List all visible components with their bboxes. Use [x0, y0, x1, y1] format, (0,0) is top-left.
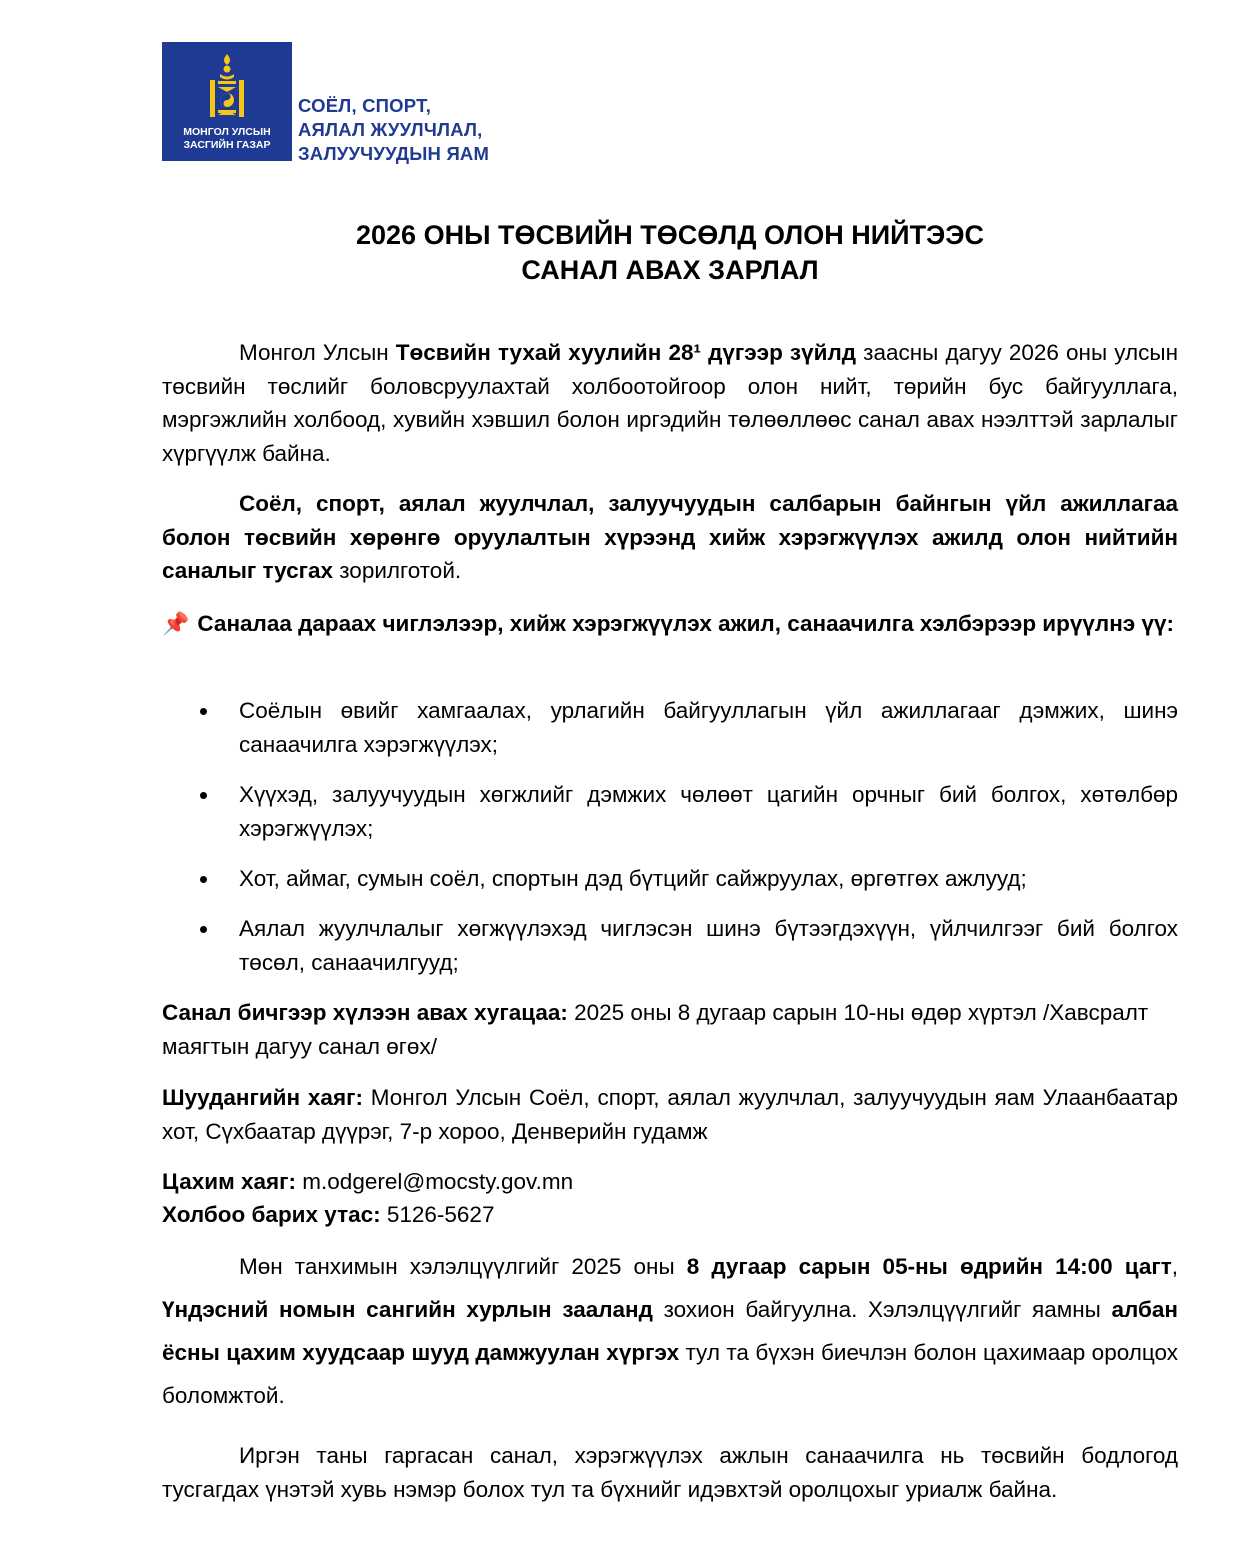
list-item-text: Хот, аймаг, сумын соёл, спортын дэд бүтцийг сайжруулах, өргөтгөх ажлууд;	[239, 866, 1027, 891]
direction-list	[162, 694, 1178, 761]
intro-paragraph	[162, 336, 1178, 470]
closing-paragraph: Иргэн таны гаргасан санал, хэрэгжүүлэх ажлын санаачилга нь төсвийн бодлогод тусгагдах үнэтэй хувь нэмэр болох тул та бүхнийг идэвхтэй оролцохыг уриалж байна.	[162, 1443, 1178, 1502]
directions-heading-text: Саналаа дараах чиглэлээр, хийж хэрэгжүүлэх ажил, санаачилга хэлбэрээр ирүүлнэ үү:	[197, 611, 1174, 636]
address-value: Монгол Улсын Соёл, спорт, аялал жуулчлал, залуучуудын яам Улаанбаатар хот, Сүхбаатар дүүрэг, 7-р хороо, Денверийн гудамж	[162, 1085, 1179, 1144]
title-line2: САНАЛ АВАХ ЗАРЛАЛ	[521, 255, 819, 285]
ministry-name-line2: АЯЛАЛ ЖУУЛЧЛАЛ,	[298, 119, 483, 140]
deadline-value: 2025 оны 8 дугаар сарын 10-ны өдөр хүртэл /Хавсралт маягтын дагуу санал өгөх/	[162, 1000, 1149, 1059]
hearing-stream-note: албан ёсны цахим хуудсаар шууд дамжуулан хүргэх	[162, 1297, 1179, 1365]
list-item	[162, 694, 1178, 761]
bullet-icon	[200, 876, 207, 883]
purpose-paragraph	[162, 487, 1178, 588]
government-logo	[162, 42, 292, 161]
logo-caption	[162, 126, 292, 152]
hearing-paragraph	[162, 1245, 1178, 1417]
email-label: Цахим хаяг:	[162, 1169, 297, 1194]
address-paragraph	[162, 1081, 1178, 1148]
list-item	[162, 778, 1178, 845]
hearing-datetime: 8 дугаар сарын 05-ны өдрийн 14:00 цагт	[686, 1254, 1172, 1279]
deadline-paragraph	[162, 996, 1178, 1063]
ministry-name-line1: СОЁЛ, СПОРТ,	[298, 95, 432, 116]
phone-label: Холбоо барих утас:	[162, 1202, 381, 1227]
hearing-text-2: ,	[1171, 1254, 1178, 1279]
bullet-icon	[200, 926, 207, 933]
direction-list	[162, 862, 1178, 896]
address-label: Шуудангийн хаяг:	[162, 1085, 363, 1110]
intro-law-reference: Төсвийн тухай хуулийн 28¹ дүгээр зүйлд	[395, 340, 857, 365]
purpose-post: зорилготой.	[332, 558, 462, 583]
logo-caption-line2: ЗАСГИЙН ГАЗАР	[183, 139, 271, 151]
ministry-name	[298, 94, 489, 166]
deadline-label: Санал бичгээр хүлээн авах хугацаа:	[162, 1000, 568, 1025]
directions-heading	[162, 607, 1178, 641]
soyombo-emblem-icon	[206, 52, 248, 120]
title-line1: 2026 ОНЫ ТӨСВИЙН ТӨСӨЛД ОЛОН НИЙТЭЭС	[356, 220, 984, 250]
direction-list	[162, 912, 1178, 979]
hearing-venue: Үндэсний номын сангийн хурлын зааланд	[162, 1297, 653, 1322]
intro-pre: Монгол Улсын	[239, 340, 396, 365]
list-item-text: Хүүхэд, залуучуудын хөгжлийг дэмжих чөлөөт цагийн орчныг бий болгох, хөтөлбөр хэрэгжүүлэх;	[239, 782, 1178, 841]
intro-post: заасны дагуу 2026 оны улсын төсвийн төслийг боловсруулахтай холбоотойгоор олон нийт, төрийн бус байгууллага, мэргэжлийн холбоод, хувийн хэвшил болон иргэдийн төлөөллөөс санал авах нээлттэй зарлалыг хүргүүлж байна.	[162, 340, 1178, 466]
logo-caption-line1: МОНГОЛ УЛСЫН	[183, 126, 271, 138]
pushpin-icon: 📌	[162, 611, 190, 636]
list-item	[162, 862, 1178, 896]
hearing-text-3: зохион байгуулна. Хэлэлцүүлгийг яамны	[652, 1297, 1112, 1322]
hearing-text-4: тул та бүхэн биечлэн болон цахимаар оролцох боломжтой.	[162, 1340, 1178, 1408]
bullet-icon	[200, 708, 207, 715]
purpose-bold: Соёл, спорт, аялал жуулчлал, залуучуудын салбарын байнгын үйл ажиллагаа болон төсвийн хөрөнгө оруулалтын хүрээнд хийж хэрэгжүүлэх ажилд олон нийтийн саналыг тусгах	[162, 491, 1178, 583]
list-item-text: Аялал жуулчлалыг хөгжүүлэхэд чиглэсэн шинэ бүтээгдэхүүн, үйлчилгээг бий болгох төсөл, санаачилгууд;	[239, 916, 1178, 975]
document-title	[162, 218, 1178, 288]
bullet-icon	[200, 792, 207, 799]
list-item-text: Соёлын өвийг хамгаалах, урлагийн байгууллагын үйл ажиллагааг дэмжих, шинэ санаачилга хэрэгжүүлэх;	[239, 698, 1178, 757]
direction-list	[162, 778, 1178, 845]
email-link[interactable]: m.odgerel@mocsty.gov.mn	[296, 1169, 574, 1194]
phone-value: 5126-5627	[380, 1202, 495, 1227]
email-line	[162, 1165, 1178, 1199]
phone-line	[162, 1198, 1178, 1232]
ministry-name-line3: ЗАЛУУЧУУДЫН ЯАМ	[298, 143, 490, 164]
hearing-text-1: Мөн танхимын хэлэлцүүлгийг 2025 оны	[239, 1254, 687, 1279]
list-item	[162, 912, 1178, 979]
